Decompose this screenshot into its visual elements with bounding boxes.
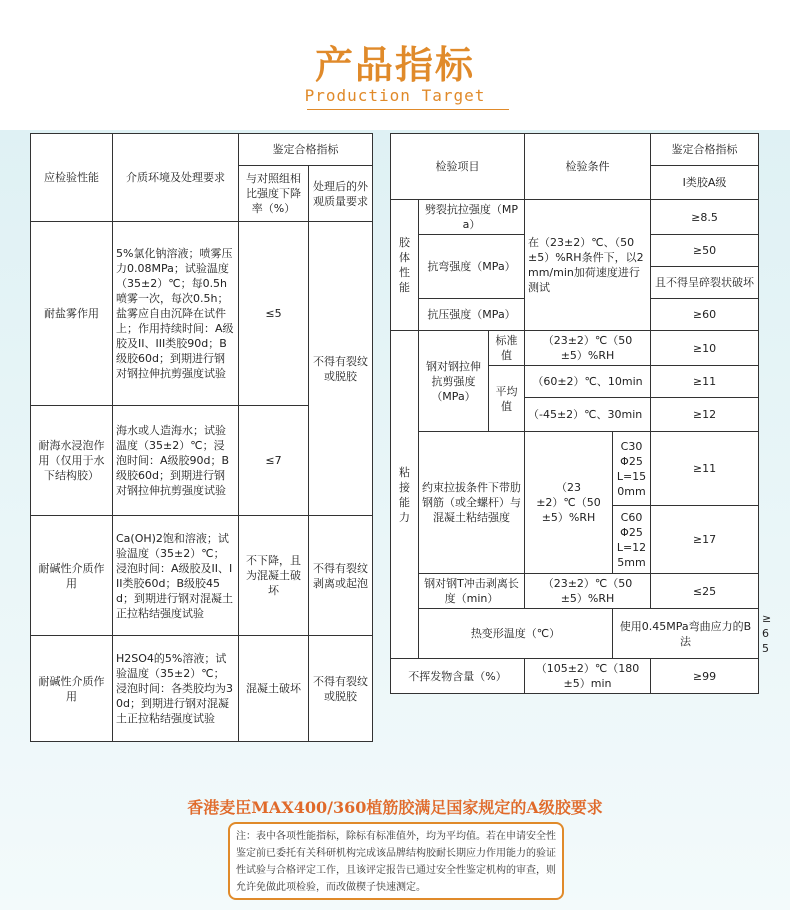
concrete-cell: C30 Φ25 L=150mm xyxy=(613,432,651,506)
value-cell: ≥8.5 xyxy=(651,200,759,235)
group-glue: 胶体性能 xyxy=(391,200,419,331)
table-row xyxy=(391,200,759,235)
table-row xyxy=(391,574,759,609)
table-row xyxy=(31,222,373,406)
property-cell: 耐海水浸泡作用（仅用于水下结构胶） xyxy=(31,406,113,516)
durability-table xyxy=(30,133,373,742)
property-cell: 耐碱性介质作用 xyxy=(31,516,113,636)
header-appearance: 处理后的外观质量要求 xyxy=(309,166,373,222)
page-title: 产品指标 xyxy=(314,42,475,87)
condition-cell: 5%氯化钠溶液；喷雾压力0.08MPa；试验温度（35±2）℃；每0.5h喷雾一次，每次0.5h；盐雾应自由沉降在试件上；作用持续时间：A级胶及II、III类胶90d；B级胶60d；到期进行钢对钢拉伸抗剪强度试验 xyxy=(113,222,239,406)
table-row xyxy=(391,432,759,506)
item-cell: 抗弯强度（MPa） xyxy=(419,235,525,299)
value-cell: ≤25 xyxy=(651,574,759,609)
table-row xyxy=(391,659,759,694)
property-cell: 耐碱性介质作用 xyxy=(31,636,113,742)
header-strength-drop: 与对照组相比强度下降率（%） xyxy=(239,166,309,222)
header-item: 检验项目 xyxy=(391,134,525,200)
condition-cell: （23±2）℃（50±5）%RH xyxy=(525,331,651,366)
header-condition: 介质环境及处理要求 xyxy=(113,134,239,222)
value-cell: ≥60 xyxy=(651,299,759,331)
sub-cell: 标准值 xyxy=(489,331,525,366)
sub-cell: 平均值 xyxy=(489,366,525,432)
table-row xyxy=(391,331,759,366)
item-cell: 抗压强度（MPa） xyxy=(419,299,525,331)
strength-cell: ≤5 xyxy=(239,222,309,406)
table-row xyxy=(31,636,373,742)
strength-cell: 混凝土破坏 xyxy=(239,636,309,742)
item-cell: 钢对钢拉伸抗剪强度（MPa） xyxy=(419,331,489,432)
item-cell: 不挥发物含量（%） xyxy=(391,659,525,694)
concrete-cell: C60 Φ25 L=125mm xyxy=(613,506,651,574)
footer-note: 注：表中各项性能指标，除标有标准值外，均为平均值。若在申请安全性鉴定前已委托有关科研机构完成该品牌结构胶耐长期应力作用能力的验证性试验与合格评定工作，且该评定报告已通过安全性鉴定机构的审查，则允许免做此项检验，而改做楔子快速测定。 xyxy=(228,822,564,900)
item-cell: 劈裂抗拉强度（MPa） xyxy=(419,200,525,235)
appearance-cell: 不得有裂纹或脱胶 xyxy=(309,222,373,516)
item-cell: 热变形温度（℃） xyxy=(419,609,613,659)
table-row xyxy=(31,516,373,636)
appearance-cell: 不得有裂纹剥离或起泡 xyxy=(309,516,373,636)
header-grade: I类胶A级 xyxy=(651,166,759,200)
appearance-cell: 不得有裂纹或脱胶 xyxy=(309,636,373,742)
condition-cell: Ca(OH)2饱和溶液；试验温度（35±2）℃；浸泡时间：A级胶及II、III类胶60d；B级胶45d；到期进行钢对混凝土正拉粘结强度试验 xyxy=(113,516,239,636)
header-condition: 检验条件 xyxy=(525,134,651,200)
title-underline xyxy=(307,109,509,110)
table-row xyxy=(391,609,759,659)
condition-cell: （105±2）℃（180±5）min xyxy=(525,659,651,694)
condition-cell: 海水或人造海水；试验温度（35±2）℃；浸泡时间：A级胶90d；B级胶60d；到期进行钢对钢拉伸抗剪强度试验 xyxy=(113,406,239,516)
header-qualified-index: 鉴定合格指标 xyxy=(651,134,759,166)
value-cell: ≥99 xyxy=(651,659,759,694)
footer-title: 香港麦臣MAX400/360植筋胶满足国家规定的A级胶要求 xyxy=(187,798,603,817)
value-cell: ≥11 xyxy=(651,366,759,398)
performance-table xyxy=(390,133,759,694)
condition-cell: （23±2）℃（50±5）%RH xyxy=(525,432,613,574)
group-bond: 粘接能力 xyxy=(391,331,419,659)
page-subtitle: Production Target xyxy=(304,86,486,105)
value-cell: ≥50 xyxy=(651,235,759,267)
condition-cell: （60±2）℃、10min xyxy=(525,366,651,398)
condition-cell: 使用0.45MPa弯曲应力的B法 xyxy=(613,609,759,659)
property-cell: 耐盐雾作用 xyxy=(31,222,113,406)
condition-cell: H2SO4的5%溶液；试验温度（35±2）℃；浸泡时间：各类胶均为30d；到期进行钢对混凝土正拉粘结强度试验 xyxy=(113,636,239,742)
item-cell: 钢对钢T冲击剥离长度（min） xyxy=(419,574,525,609)
strength-cell: 不下降，且为混凝土破坏 xyxy=(239,516,309,636)
condition-cell: 在（23±2）℃、（50±5）%RH条件下，以2mm/min加荷速度进行测试 xyxy=(525,200,651,331)
value-cell: ≥11 xyxy=(651,432,759,506)
value-cell: ≥10 xyxy=(651,331,759,366)
header-property: 应检验性能 xyxy=(31,134,113,222)
header-qualified-index: 鉴定合格指标 xyxy=(239,134,373,166)
condition-cell: （23±2）℃（50±5）%RH xyxy=(525,574,651,609)
value-cell: ≥12 xyxy=(651,398,759,432)
item-cell: 约束拉拔条件下带肋钢筋（或全螺杆）与混凝土粘结强度 xyxy=(419,432,525,574)
value-cell: ≥17 xyxy=(651,506,759,574)
condition-cell: （-45±2）℃、30min xyxy=(525,398,651,432)
value-note-cell: 且不得呈碎裂状破坏 xyxy=(651,267,759,299)
strength-cell: ≤7 xyxy=(239,406,309,516)
